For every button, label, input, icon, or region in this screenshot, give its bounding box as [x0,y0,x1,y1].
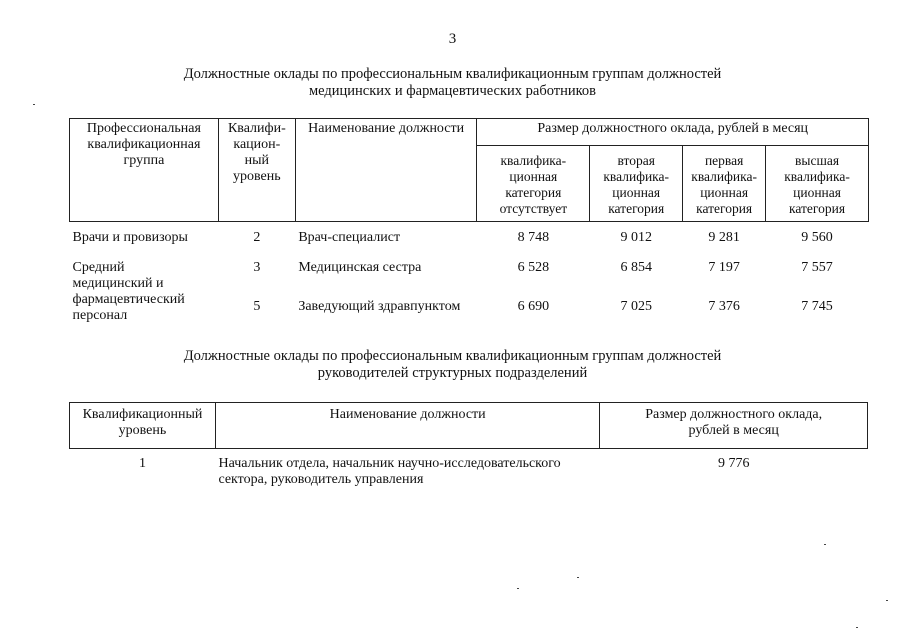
scan-speck [517,588,519,589]
header-level: Квалифи- кацион- ный уровень [218,119,295,222]
salary-cell: 8 748 [517,230,550,245]
section-2-title [0,348,905,382]
level-cell: 3 [253,260,261,275]
salary-table-medical [69,118,869,326]
title-line: медицинских и фармацевтических работников [308,83,597,99]
position-cell: Врач-специалист [298,230,401,245]
scan-speck [824,544,826,545]
salary-cell: 9 012 [620,230,652,245]
scan-speck [886,600,888,601]
table-row [70,248,869,287]
salary-cell: 7 376 [708,299,740,314]
header-position: Наименование должности [295,119,477,222]
title-line: руководителей структурных подразделений [317,365,588,381]
level-cell: 1 [138,456,146,471]
header-salary: Размер должностного оклада, рублей в месяц [477,119,869,146]
salary-cell: 7 557 [801,260,833,275]
salary-cell: 9 560 [801,230,833,245]
header-category-second: вторая квалифика- ционная категория [590,146,683,222]
level-cell: 2 [253,230,261,245]
header-category-first: первая квалифика- ционная категория [683,146,766,222]
title-line: Должностные оклады по профессиональным квалификационным группам должностей [183,66,722,82]
level-cell: 5 [253,299,261,314]
salary-table-managers [69,402,868,490]
scan-speck [856,627,858,628]
table-row [70,449,868,491]
position-cell: Медицинская сестра [298,260,422,275]
scan-speck [33,104,35,105]
group-cell: Средний медицинский и фармацевтический персонал [72,260,185,323]
header-category-highest: высшая квалифика- ционная категория [766,146,869,222]
header-salary: Размер должностного оклада, рублей в месяц [600,403,868,449]
header-level: Квалификационный уровень [70,403,216,449]
page-number: 3 [448,31,457,47]
salary-cell: 9 281 [708,230,740,245]
salary-cell: 6 690 [517,299,550,314]
table-row [70,222,869,249]
title-line: Должностные оклады по профессиональным квалификационным группам должностей [183,348,722,364]
section-1-title [0,66,905,100]
position-cell: Заведующий здравпунктом [298,299,461,314]
header-position: Наименование должности [215,403,599,449]
salary-cell: 9 776 [717,456,750,471]
position-cell: Начальник отдела, начальник научно-исследовательского сектора, руководитель управления [218,456,561,487]
header-group: Профессиональная квалификационная группа [70,119,219,222]
salary-cell: 6 528 [517,260,550,275]
scan-speck [577,577,579,578]
salary-cell: 7 025 [620,299,652,314]
header-category-none: квалифика- ционная категория отсутствует [477,146,590,222]
salary-cell: 6 854 [620,260,652,275]
salary-cell: 7 745 [801,299,833,314]
salary-cell: 7 197 [708,260,740,275]
group-cell: Врачи и провизоры [72,230,188,245]
